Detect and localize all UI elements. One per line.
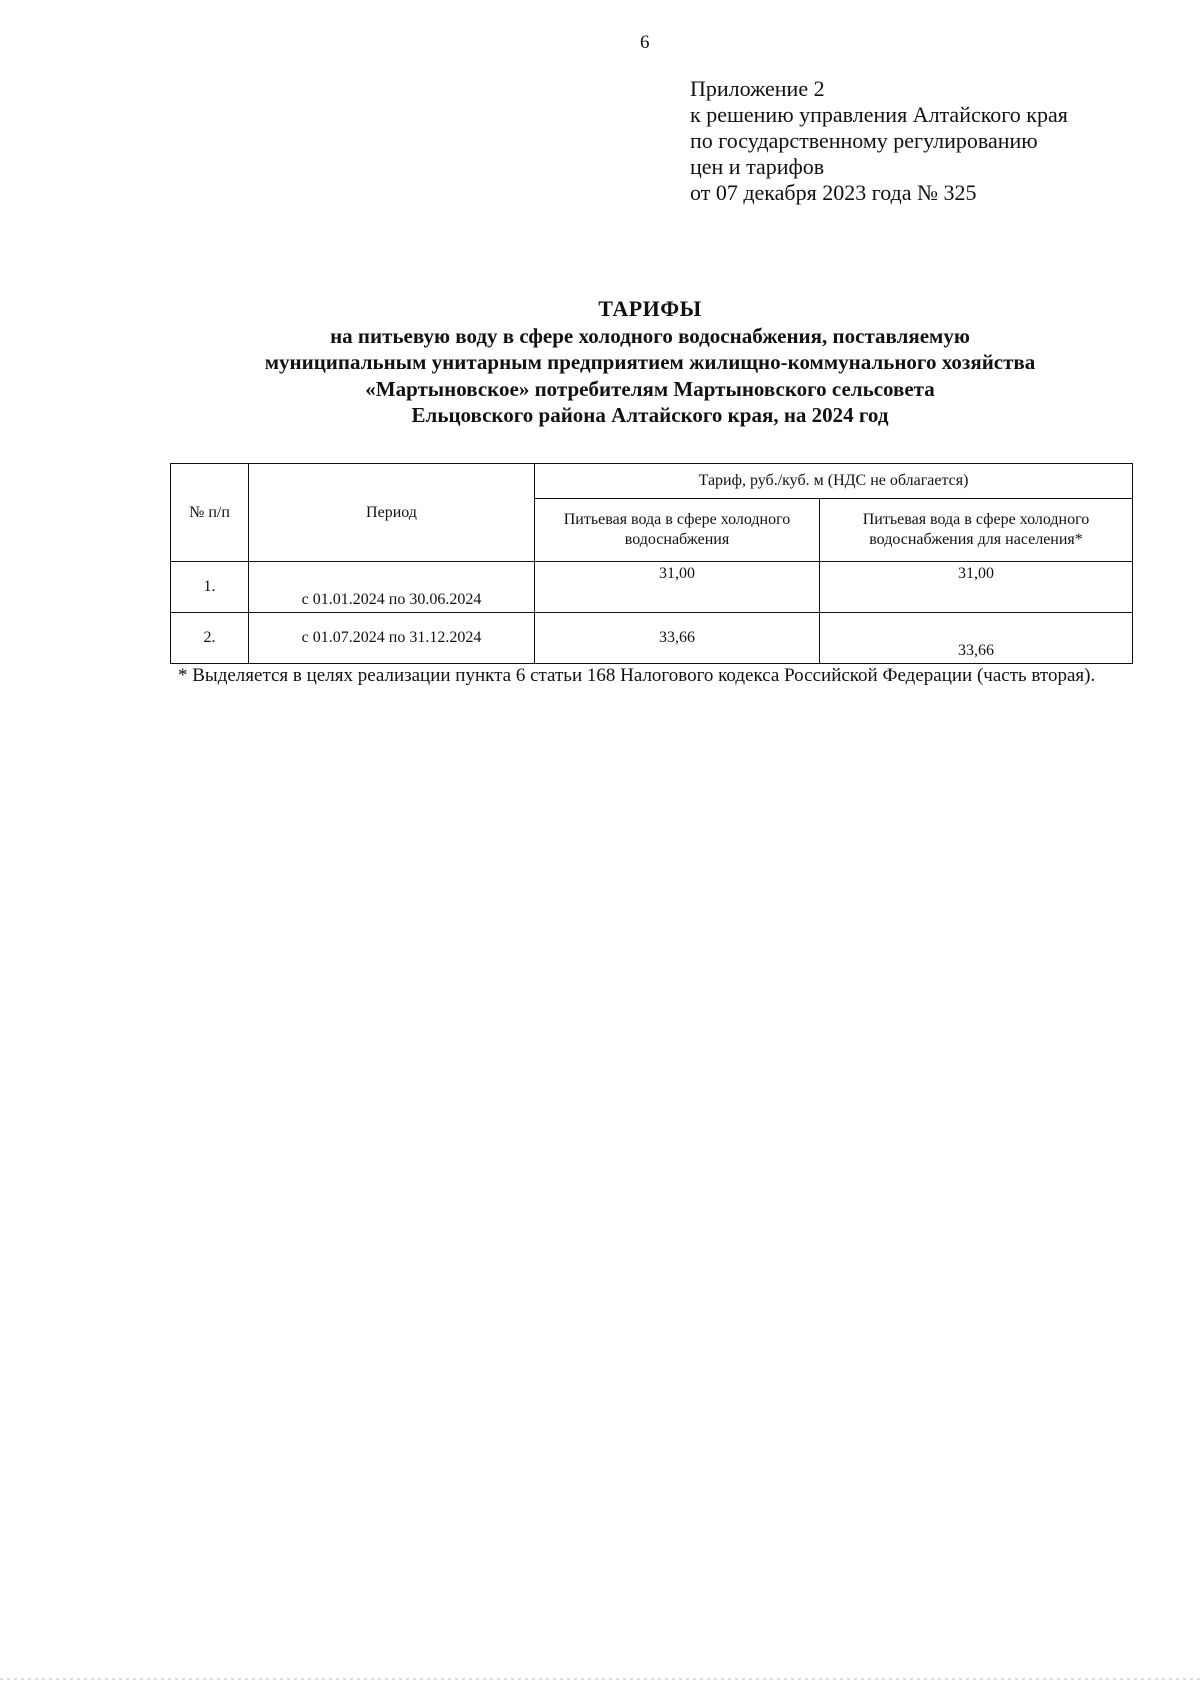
title-main: ТАРИФЫ	[598, 296, 702, 321]
table-header-row	[171, 464, 1133, 499]
table-row	[171, 613, 1133, 664]
row-value-a: 31,00	[535, 562, 820, 613]
title-line: «Мартыновское» потребителям Мартыновского сельсовета	[365, 376, 935, 401]
row-value-b: 33,66	[820, 613, 1133, 664]
row-value-b: 31,00	[820, 562, 1133, 613]
row-num: 2.	[171, 613, 249, 664]
appendix-line: к решению управления Алтайского края	[690, 102, 1068, 127]
header-col-a: Питьевая вода в сфере холодного водоснабжения	[535, 499, 820, 562]
header-col-b: Питьевая вода в сфере холодного водоснабжения для населения*	[820, 499, 1133, 562]
row-value-a: 33,66	[535, 613, 820, 664]
appendix-line: по государственному регулированию	[690, 128, 1038, 153]
page-number: 6	[640, 32, 650, 53]
document-title	[150, 296, 1150, 429]
footnote: * Выделяется в целях реализации пункта 6 статьи 168 Налогового кодекса Российской Федерации (часть вторая).	[178, 665, 1096, 686]
appendix-line: цен и тарифов	[690, 154, 825, 179]
scan-edge-noise	[0, 1678, 1200, 1680]
appendix-line: от 07 декабря 2023 года № 325	[690, 180, 977, 205]
tariff-table	[170, 463, 1133, 664]
header-num: № п/п	[171, 464, 249, 562]
title-line: на питьевую воду в сфере холодного водоснабжения, поставляемую	[330, 323, 970, 348]
row-num: 1.	[171, 562, 249, 613]
appendix-block	[690, 76, 1170, 206]
row-period: с 01.07.2024 по 31.12.2024	[249, 613, 535, 664]
table-row	[171, 562, 1133, 613]
header-period: Период	[249, 464, 535, 562]
appendix-line: Приложение 2	[690, 76, 825, 101]
title-line: муниципальным унитарным предприятием жилищно-коммунального хозяйства	[264, 350, 1036, 374]
title-line: Ельцовского района Алтайского края, на 2024 год	[411, 403, 889, 427]
row-period: с 01.01.2024 по 30.06.2024	[249, 562, 535, 613]
header-tariff-group: Тариф, руб./куб. м (НДС не облагается)	[535, 464, 1133, 499]
